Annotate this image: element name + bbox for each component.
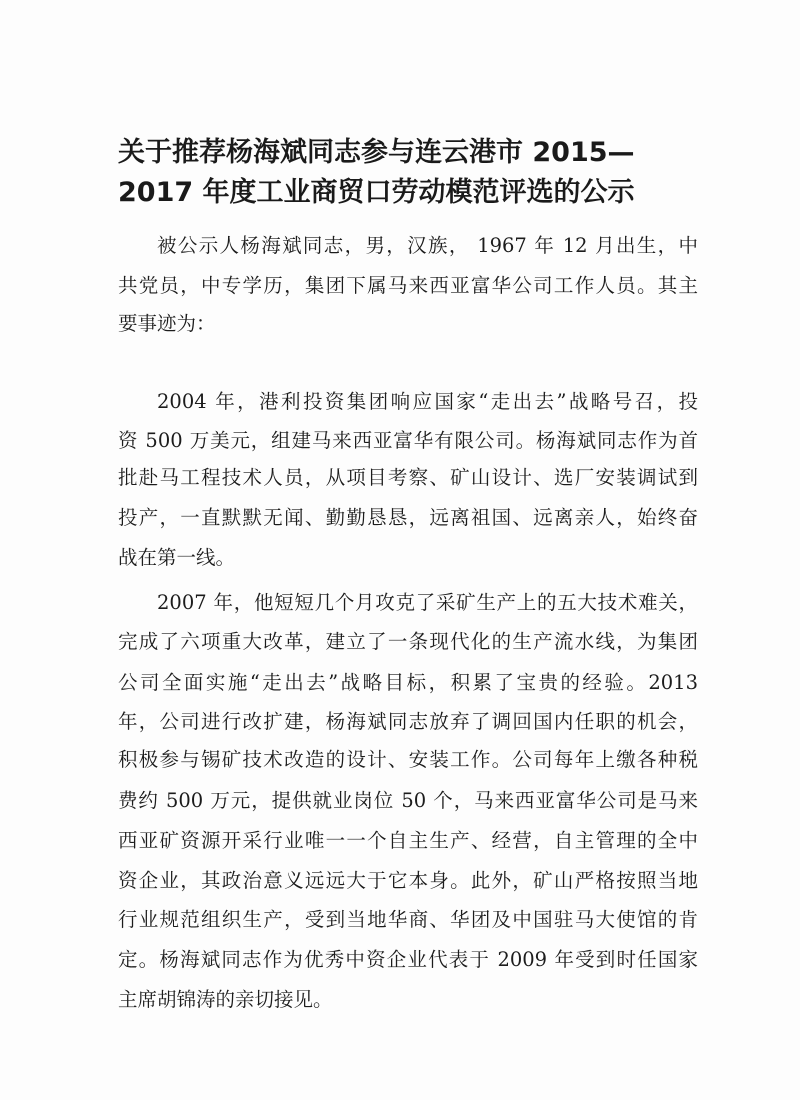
body-line: 要事迹为： — [118, 312, 216, 335]
body-line: 2004 年，港利投资集团响应国家“走出去”战略号召，投 — [157, 390, 698, 413]
body-line: 战在第一线。 — [118, 546, 236, 569]
body-line: 费约 500 万元，提供就业岗位 50 个，马来西亚富华公司是马来 — [118, 789, 698, 812]
body-line: 西亚矿资源开采行业唯一一个自主生产、经营，自主管理的全中 — [118, 829, 698, 852]
body-line: 投产，一直默默无闻、勤勤恳恳，远离祖国、远离亲人，始终奋 — [118, 506, 698, 529]
body-line: 共党员，中专学历，集团下属马来西亚富华公司工作人员。其主 — [118, 274, 698, 297]
title-line-1: 关于推荐杨海斌同志参与连云港市 2015— — [118, 137, 635, 168]
body-line: 被公示人杨海斌同志，男，汉族， 1967 年 12 月出生，中 — [157, 234, 698, 257]
body-line: 2007 年，他短短几个月攻克了采矿生产上的五大技术难关， — [157, 591, 698, 614]
document-title — [118, 133, 698, 213]
body-line: 完成了六项重大改革，建立了一条现代化的生产流水线，为集团 — [118, 630, 698, 653]
body-line: 资企业，其政治意义远远大于它本身。此外，矿山严格按照当地 — [118, 869, 698, 892]
body-line: 批赴马工程技术人员，从项目考察、矿山设计、选厂安装调试到 — [118, 466, 698, 489]
title-line-2: 2017 年度工业商贸口劳动模范评选的公示 — [118, 177, 635, 208]
body-line: 公司全面实施“走出去”战略目标，积累了宝贵的经验。2013 — [118, 671, 698, 694]
body-line: 行业规范组织生产，受到当地华商、华团及中国驻马大使馆的肯 — [118, 908, 698, 931]
body-line: 资 500 万美元，组建马来西亚富华有限公司。杨海斌同志作为首 — [118, 429, 698, 452]
body-line: 主席胡锦涛的亲切接见。 — [118, 988, 333, 1011]
body-line: 年，公司进行改扩建，杨海斌同志放弃了调回国内任职的机会， — [118, 710, 698, 733]
body-line: 积极参与锡矿技术改造的设计、安装工作。公司每年上缴各种税 — [118, 748, 698, 771]
body-line: 定。杨海斌同志作为优秀中资企业代表于 2009 年受到时任国家 — [118, 948, 698, 971]
